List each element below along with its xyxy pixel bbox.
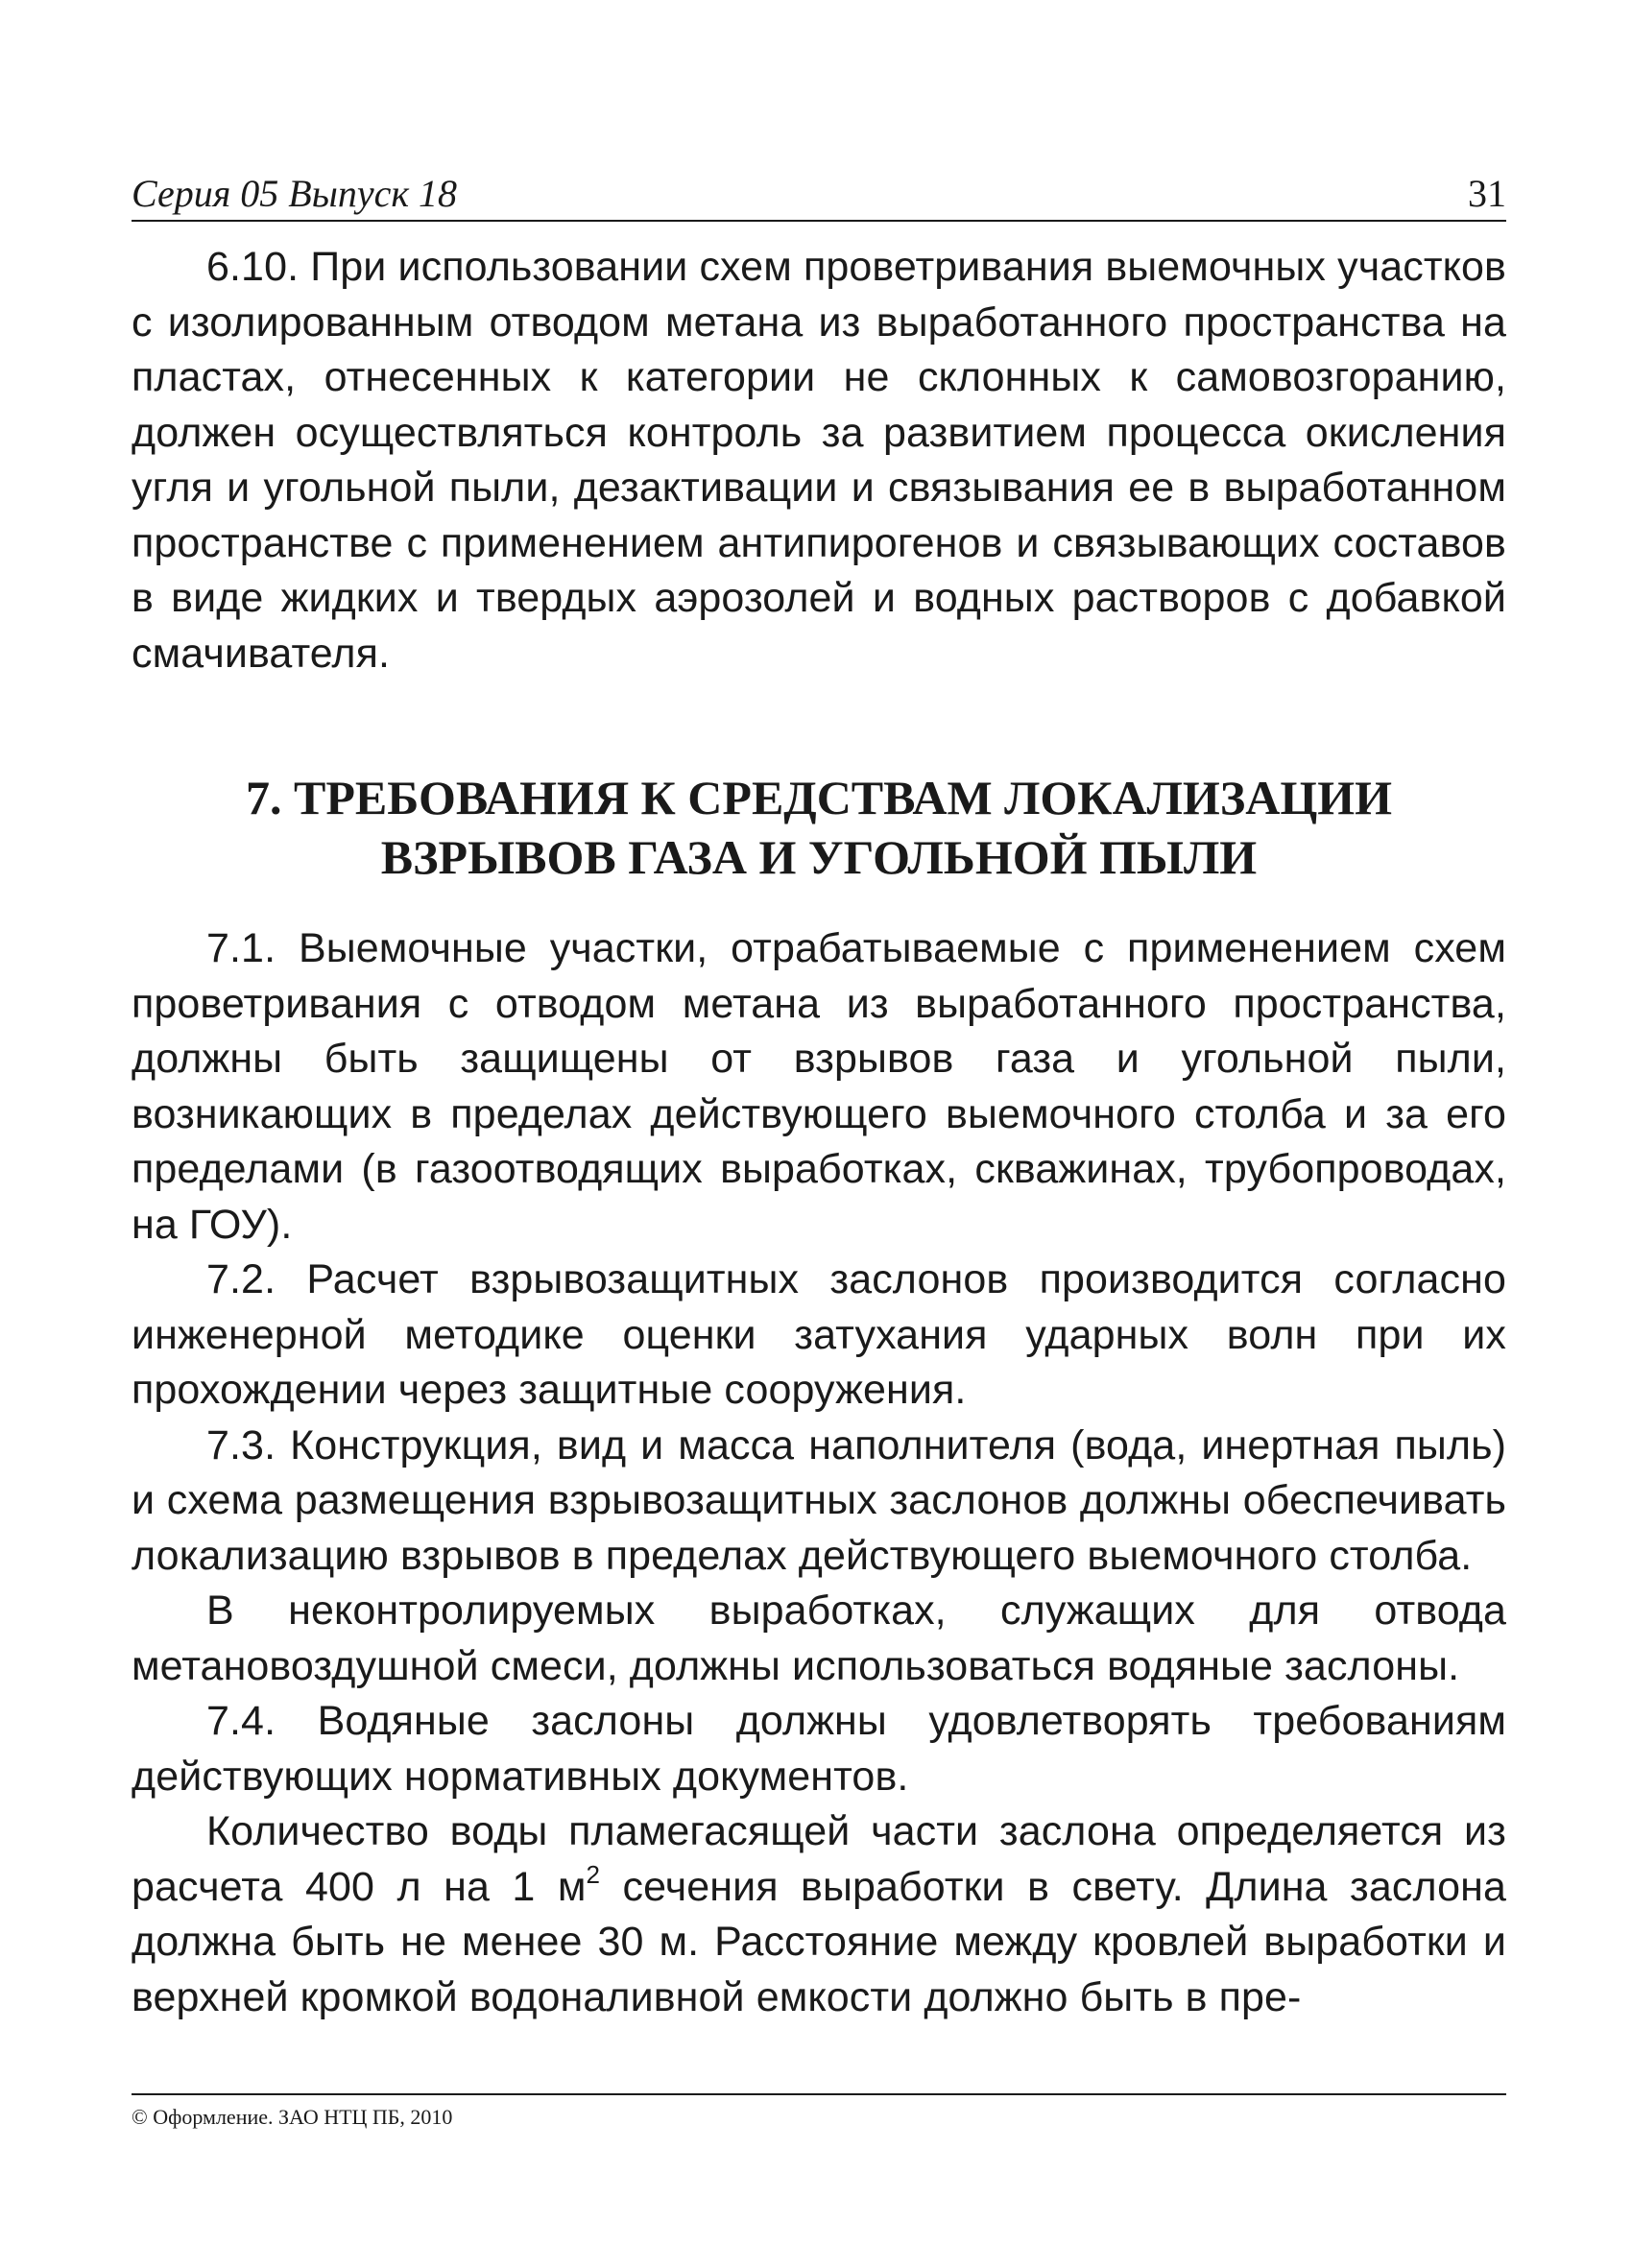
paragraph-7-4: 7.4. Водяные заслоны должны удовлетворять требованиям действующих нормативных документов. — [132, 1698, 1506, 1800]
water-quantity-text-b: сечения выработки в свету. Длина заслона должна быть не менее 30 м. Расстояние между кровлей выработки и верхней кромкой водоналивной емкости должно быть в пре- — [132, 1863, 1506, 2020]
paragraph-6-10: 6.10. При использовании схем проветривания выемочных участков с изолированным отводом метана из выработанного пространства на пластах, отнесенных к категории не склонных к самовозгоранию, должен осуществляться контроль за развитием процесса окисления угля и угольной пыли, дезактивации и связывания ее в выработанном пространстве с применением антипирогенов и связывающих составов в виде жидких и твердых аэрозолей и водных растворов с добавкой смачивателя. — [132, 244, 1506, 677]
section-7-heading — [132, 768, 1506, 887]
paragraph-7-2: 7.2. Расчет взрывозащитных заслонов производится согласно инженерной методике оценки затухания ударных волн при их прохождении через защитные сооружения. — [132, 1256, 1506, 1413]
superscript-2: 2 — [586, 1859, 601, 1889]
section-7-text — [132, 921, 1506, 2025]
footer-copyright: © Оформление. ЗАО НТЦ ПБ, 2010 — [132, 2105, 453, 2129]
paragraph-7-1: 7.1. Выемочные участки, отрабатываемые с применением схем проветривания с отводом метана из выработанного пространства, должны быть защищены от взрывов газа и угольной пыли, возникающих в пределах действующего выемочного столба и за его пределами (в газоотводящих выработках, скважинах, трубопроводах, на ГОУ). — [132, 925, 1506, 1248]
header-rule — [132, 220, 1506, 222]
section-title-line-1: 7. ТРЕБОВАНИЯ К СРЕДСТВАМ ЛОКАЛИЗАЦИИ — [246, 771, 1392, 824]
paragraph-7-3: 7.3. Конструкция, вид и масса наполнителя (вода, инертная пыль) и схема размещения взрывозащитных заслонов должны обеспечивать локализацию взрывов в пределах действующего выемочного столба. — [132, 1421, 1506, 1579]
paragraph-7-3-note: В неконтролируемых выработках, служащих для отвода метановоздушной смеси, должны использоваться водяные заслоны. — [132, 1588, 1506, 1689]
running-header — [132, 171, 1506, 217]
water-quantity-text-a: Количество воды пламегасящей части заслона определяется из расчета 400 л на 1 м — [132, 1808, 1506, 1910]
section-title-line-2: ВЗРЫВОВ ГАЗА И УГОЛЬНОЙ ПЫЛИ — [380, 830, 1258, 884]
footer-rule — [132, 2093, 1506, 2095]
paragraph-water-quantity — [132, 1804, 1506, 2025]
page-number: 31 — [1468, 172, 1506, 215]
series-title: Серия 05 Выпуск 18 — [132, 172, 458, 215]
section-6-text — [132, 240, 1506, 681]
